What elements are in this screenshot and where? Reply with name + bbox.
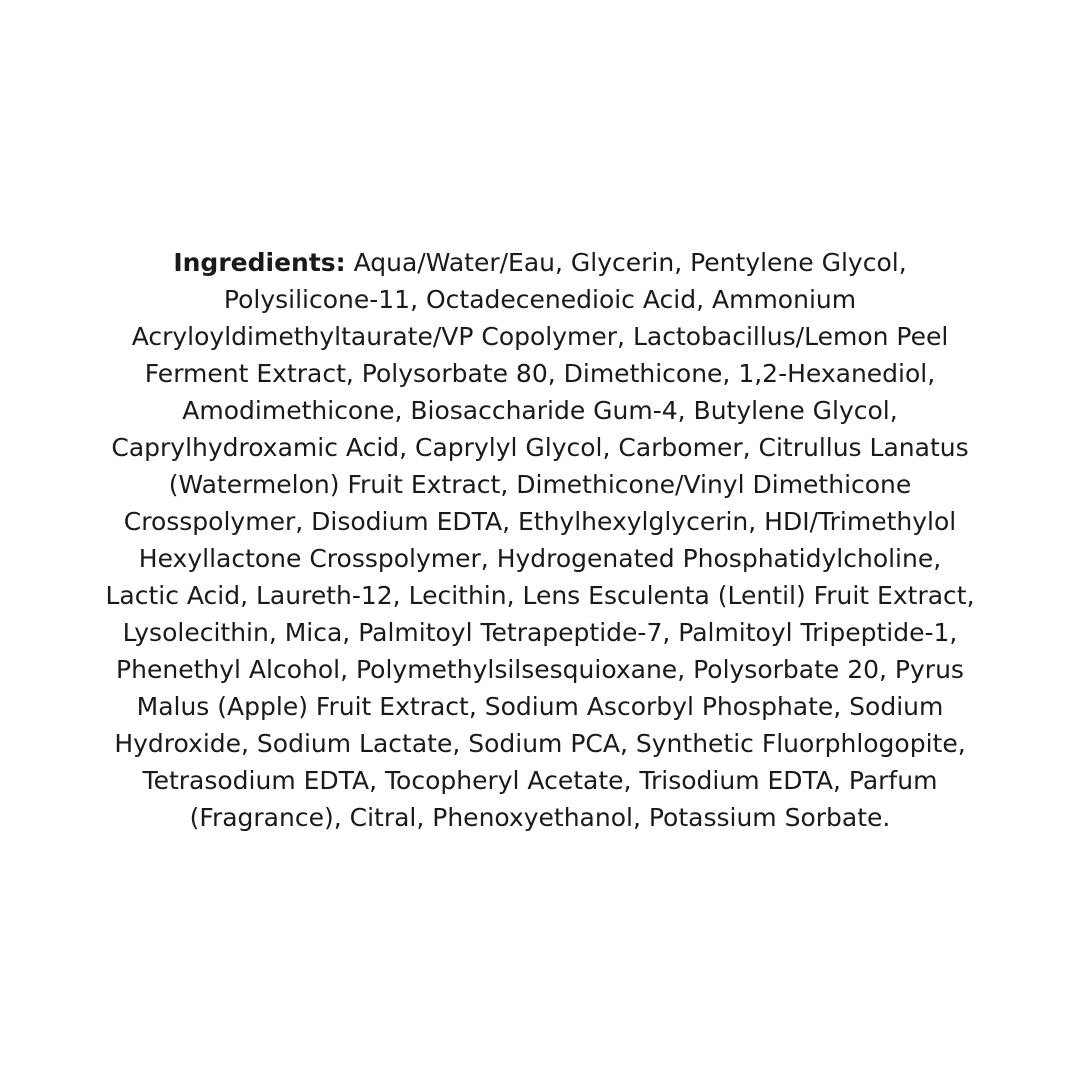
ingredients-line: Polysilicone-11, Octadecenedioic Acid, Ammonium (223, 285, 857, 314)
ingredients-line: Hexyllactone Crosspolymer, Hydrogenated Phosphatidylcholine, (138, 544, 942, 573)
ingredients-line: Hydroxide, Sodium Lactate, Sodium PCA, Synthetic Fluorphlogopite, (114, 729, 966, 758)
ingredients-label: Ingredients: (173, 248, 346, 277)
ingredients-line: Acryloyldimethyltaurate/VP Copolymer, Lactobacillus/Lemon Peel (131, 322, 949, 351)
ingredients-line: Caprylhydroxamic Acid, Caprylyl Glycol, Carbomer, Citrullus Lanatus (111, 433, 969, 462)
ingredients-line: Amodimethicone, Biosaccharide Gum-4, Butylene Glycol, (182, 396, 898, 425)
ingredients-line-1 (100, 244, 980, 281)
ingredients-line: Malus (Apple) Fruit Extract, Sodium Ascorbyl Phosphate, Sodium (136, 692, 944, 721)
ingredients-line: (Watermelon) Fruit Extract, Dimethicone/Vinyl Dimethicone (168, 470, 912, 499)
ingredients-line: (Fragrance), Citral, Phenoxyethanol, Potassium Sorbate. (189, 803, 891, 832)
ingredients-line: Lysolecithin, Mica, Palmitoyl Tetrapeptide-7, Palmitoyl Tripeptide-1, (122, 618, 958, 647)
ingredients-line: Lactic Acid, Laureth-12, Lecithin, Lens Esculenta (Lentil) Fruit Extract, (105, 581, 975, 610)
ingredients-line: Crosspolymer, Disodium EDTA, Ethylhexylglycerin, HDI/Trimethylol (123, 507, 957, 536)
ingredients-line: Phenethyl Alcohol, Polymethylsilsesquioxane, Polysorbate 20, Pyrus (116, 655, 964, 684)
ingredients-line: Tetrasodium EDTA, Tocopheryl Acetate, Trisodium EDTA, Parfum (142, 766, 938, 795)
ingredients-line-text: Aqua/Water/Eau, Glycerin, Pentylene Glycol, (345, 248, 907, 277)
ingredients-list (100, 244, 980, 836)
ingredients-line: Ferment Extract, Polysorbate 80, Dimethicone, 1,2-Hexanediol, (144, 359, 936, 388)
